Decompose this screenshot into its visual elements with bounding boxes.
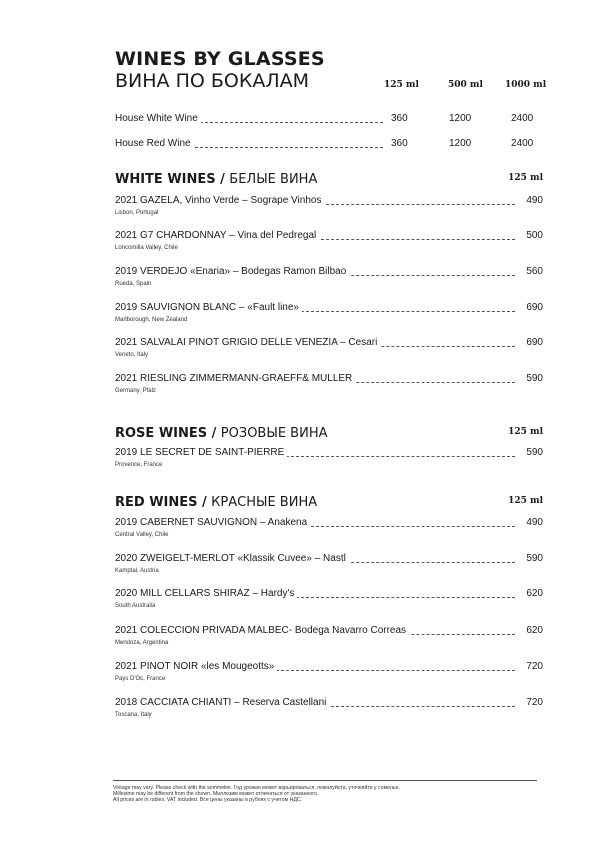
wine-row <box>115 447 543 461</box>
wine-region: Lisbon, Portugal <box>115 210 159 216</box>
footer-note-prices: All prices are in rubles. VAT included. Все цены указаны в рублях с учетом НДС. <box>113 797 303 803</box>
section-volume: 125 ml <box>508 427 543 437</box>
column-header-500ml: 500 ml <box>448 80 483 90</box>
wine-row <box>115 588 543 602</box>
wine-price: 720 <box>522 697 543 708</box>
wine-price: 590 <box>522 373 543 384</box>
wine-region: Germany, Pfalz <box>115 388 156 394</box>
wine-name: 2021 GAZELA, Vinho Verde – Sogrape Vinhos <box>115 195 324 206</box>
section-title-ru: КРАСНЫЕ ВИНА <box>211 495 318 510</box>
wine-row <box>115 230 543 244</box>
wine-name: 2021 PINOT NOIR «les Mougeotts» <box>115 661 277 672</box>
wine-name: 2018 CACCIATA CHIANTI – Reserva Castellani <box>115 697 329 708</box>
wine-name: 2021 COLECCION PRIVADA MALBEC- Bodega Navarro Correas <box>115 625 409 636</box>
wine-region: Loncomilla Valley, Chile <box>115 245 178 251</box>
wine-region: Pays D'Oc, France <box>115 676 166 682</box>
section-volume: 125 ml <box>508 173 543 183</box>
column-header-1000ml: 1000 ml <box>505 80 547 90</box>
section-title-en: RED WINES <box>115 495 198 510</box>
wine-name: 2021 SALVALAI PINOT GRIGIO DELLE VENEZIA – Cesari <box>115 337 380 348</box>
wine-name: 2021 RIESLING ZIMMERMANN-GRAEFF& MULLER <box>115 373 355 384</box>
house-wine-row <box>115 113 545 127</box>
wine-price: 560 <box>522 266 543 277</box>
wine-price: 720 <box>522 661 543 672</box>
wine-name: 2019 VERDEJO «Enaria» – Bodegas Ramon Bilbao <box>115 266 349 277</box>
wine-name: 2019 SAUVIGNON BLANC – «Fault line» <box>115 302 302 313</box>
section-title-ru: БЕЛЫЕ ВИНА <box>229 172 318 187</box>
section-title-slash: / <box>220 172 225 187</box>
wine-row <box>115 517 543 531</box>
price-1000ml: 2400 <box>511 113 534 124</box>
column-header-125ml: 125 ml <box>384 80 419 90</box>
price-1000ml: 2400 <box>511 138 534 149</box>
section-title-en: ROSE WINES <box>115 426 208 441</box>
wine-name: 2020 ZWEIGELT-MERLOT «Klassik Cuvee» – Nastl <box>115 553 349 564</box>
wine-name: 2021 G7 CHARDONNAY – Vina del Pedregal <box>115 230 319 241</box>
wine-price: 690 <box>522 302 543 313</box>
section-volume: 125 ml <box>508 496 543 506</box>
wine-price: 590 <box>522 553 543 564</box>
footer-divider <box>113 780 537 781</box>
page-title: WINES BY GLASSES <box>115 48 325 70</box>
price-500ml: 1200 <box>449 113 472 124</box>
section-title-ru: РОЗОВЫЕ ВИНА <box>220 426 328 441</box>
wine-row <box>115 266 543 280</box>
footer-note-millesime: Millesime may be different from the shown. Миллезим может отличаться от указанного. <box>113 791 319 797</box>
wine-price: 490 <box>522 517 543 528</box>
wine-row <box>115 373 543 387</box>
wine-region: Kamptal, Austria <box>115 568 159 574</box>
section-heading-white <box>115 170 543 188</box>
price-500ml: 1200 <box>449 138 472 149</box>
wine-row <box>115 625 543 639</box>
section-heading-rose <box>115 424 543 442</box>
price-125ml: 360 <box>388 113 408 124</box>
wine-region: Veneto, Italy <box>115 352 149 358</box>
wine-row <box>115 195 543 209</box>
page-subtitle: ВИНА ПО БОКАЛАМ <box>115 70 310 92</box>
wine-name: 2019 LE SECRET DE SAINT-PIERRE <box>115 447 287 458</box>
wine-price: 590 <box>522 447 543 458</box>
wine-price: 490 <box>522 195 543 206</box>
wine-region: Marlborough, New Zealand <box>115 317 188 323</box>
wine-region: Mendoza, Argentina <box>115 640 169 646</box>
wine-row <box>115 697 543 711</box>
wine-region: Provence, France <box>115 462 163 468</box>
wine-region: Toscana, Italy <box>115 712 152 718</box>
wine-row <box>115 661 543 675</box>
section-heading-red <box>115 493 543 511</box>
wine-row <box>115 337 543 351</box>
wine-region: South Australia <box>115 603 156 609</box>
wine-name: House Red Wine <box>115 138 194 149</box>
wine-row <box>115 302 543 316</box>
wine-row <box>115 553 543 567</box>
wine-region: Central Valley, Chile <box>115 532 169 538</box>
wine-price: 500 <box>522 230 543 241</box>
wine-name: House White Wine <box>115 113 201 124</box>
section-title-slash: / <box>201 495 207 510</box>
section-title-slash: / <box>211 426 217 441</box>
wine-region: Rueda, Spain <box>115 281 152 287</box>
wine-name: 2020 MILL CELLARS SHIRAZ – Hardy's <box>115 588 297 599</box>
section-title-en: WHITE WINES <box>115 172 216 187</box>
price-125ml: 360 <box>388 138 408 149</box>
wine-price: 620 <box>522 588 543 599</box>
house-wine-row <box>115 138 545 152</box>
wine-name: 2019 CABERNET SAUVIGNON – Anakena <box>115 517 310 528</box>
wine-price: 690 <box>522 337 543 348</box>
wine-price: 620 <box>522 625 543 636</box>
footer-note-vintage: Vintage may vary. Please check with the sommelier. Год урожая может варьироваться, пожалуйста, уточняйте у сомелье. <box>113 785 400 791</box>
